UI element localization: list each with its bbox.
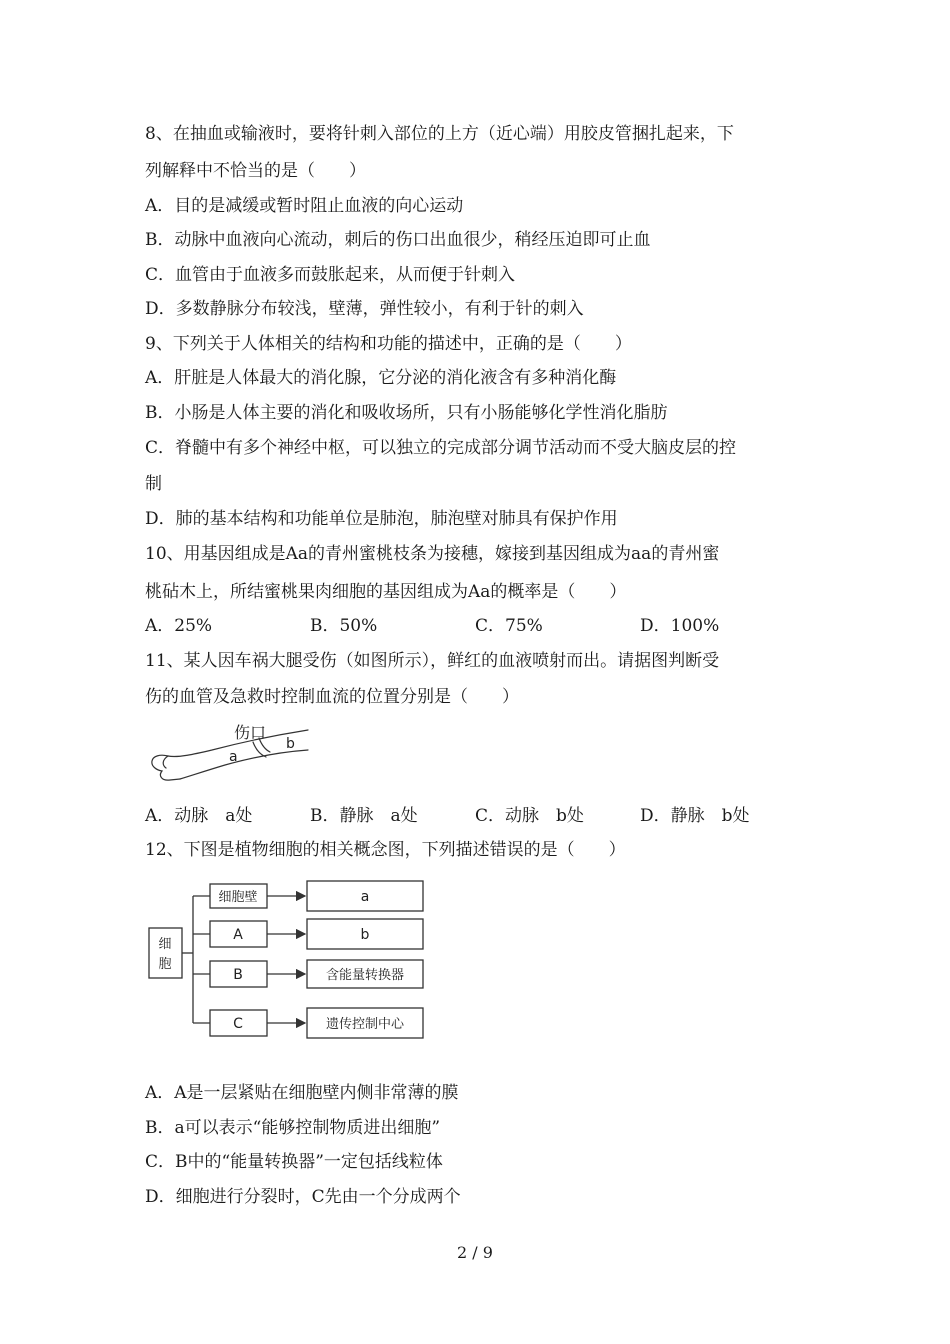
q9-option-c-line1: C．脊髓中有多个神经中枢，可以独立的完成部分调节活动而不受大脑皮层的控: [145, 438, 737, 458]
q9-option-c-line2: 制: [145, 474, 162, 494]
point-b-label: b: [286, 736, 295, 752]
wound-label: 伤口: [234, 723, 267, 742]
q12-option-c: C．B中的“能量转换器”一定包括线粒体: [145, 1152, 443, 1172]
q11-option-d: D．静脉 b处: [640, 806, 750, 826]
q9-option-b: B．小肠是人体主要的消化和吸收场所，只有小肠能够化学性消化脂肪: [145, 403, 668, 423]
q9-option-d: D．肺的基本结构和功能单位是肺泡，肺泡壁对肺具有保护作用: [145, 509, 618, 529]
q12-option-b: B．a可以表示“能够控制物质进出细胞”: [145, 1118, 441, 1138]
root-label-char1: 细: [158, 937, 172, 952]
part-b-label: B: [233, 967, 243, 983]
cell-wall-label: 细胞壁: [218, 890, 258, 905]
leg-wound-figure: [140, 718, 315, 790]
q11-option-a: A．动脉 a处: [145, 806, 253, 826]
q9-option-a: A．肝脏是人体最大的消化腺，它分泌的消化液含有多种消化酶: [145, 368, 617, 388]
page-number: 2 / 9: [457, 1243, 493, 1262]
q8-stem-line1: 8、在抽血或输液时，要将针刺入部位的上方（近心端）用胶皮管捆扎起来，下: [145, 124, 734, 144]
part-a-label: A: [233, 927, 243, 943]
q10-option-a: A．25%: [145, 616, 213, 636]
q11-option-c: C．动脉 b处: [475, 806, 584, 826]
q12-option-d: D．细胞进行分裂时，C先由一个分成两个: [145, 1187, 461, 1207]
q8-option-d: D．多数静脉分布较浅，壁薄，弹性较小，有利于针的刺入: [145, 299, 584, 319]
q8-option-a: A．目的是减缓或暂时阻止血液的向心运动: [145, 196, 464, 216]
q11-stem-line1: 11、某人因车祸大腿受伤（如图所示），鲜红的血液喷射而出。请据图判断受: [145, 651, 720, 671]
part-c-label: C: [233, 1016, 243, 1032]
genetic-control-center-label: 遗传控制中心: [325, 1017, 405, 1032]
energy-converter-label: 含能量转换器: [325, 968, 405, 983]
point-a-label: a: [229, 749, 238, 765]
q10-stem-line2: 桃砧木上，所结蜜桃果肉细胞的基因组成为Aa的概率是（ ）: [145, 582, 627, 602]
result-a-label: a: [360, 889, 370, 905]
q8-option-b: B．动脉中血液向心流动，刺后的伤口出血很少，稍经压迫即可止血: [145, 230, 651, 250]
q8-option-c: C．血管由于血液多而鼓胀起来，从而便于针刺入: [145, 265, 516, 285]
plant-cell-concept-map: [145, 875, 430, 1045]
q10-option-c: C．75%: [475, 616, 543, 636]
q10-option-d: D．100%: [640, 616, 720, 636]
q10-option-b: B．50%: [310, 616, 378, 636]
q8-stem-line2: 列解释中不恰当的是（ ）: [145, 161, 366, 181]
q12-option-a: A．A是一层紧贴在细胞壁内侧非常薄的膜: [145, 1083, 459, 1103]
q11-stem-line2: 伤的血管及急救时控制血流的位置分别是（ ）: [145, 687, 519, 707]
q11-option-b: B．静脉 a处: [310, 806, 418, 826]
q9-stem: 9、下列关于人体相关的结构和功能的描述中，正确的是（ ）: [145, 334, 632, 354]
result-b-label: b: [360, 927, 370, 943]
q10-stem-line1: 10、用基因组成是Aa的青州蜜桃枝条为接穗，嫁接到基因组成为aa的青州蜜: [145, 544, 720, 564]
q12-stem: 12、下图是植物细胞的相关概念图，下列描述错误的是（ ）: [145, 840, 626, 860]
root-label-char2: 胞: [158, 957, 172, 972]
